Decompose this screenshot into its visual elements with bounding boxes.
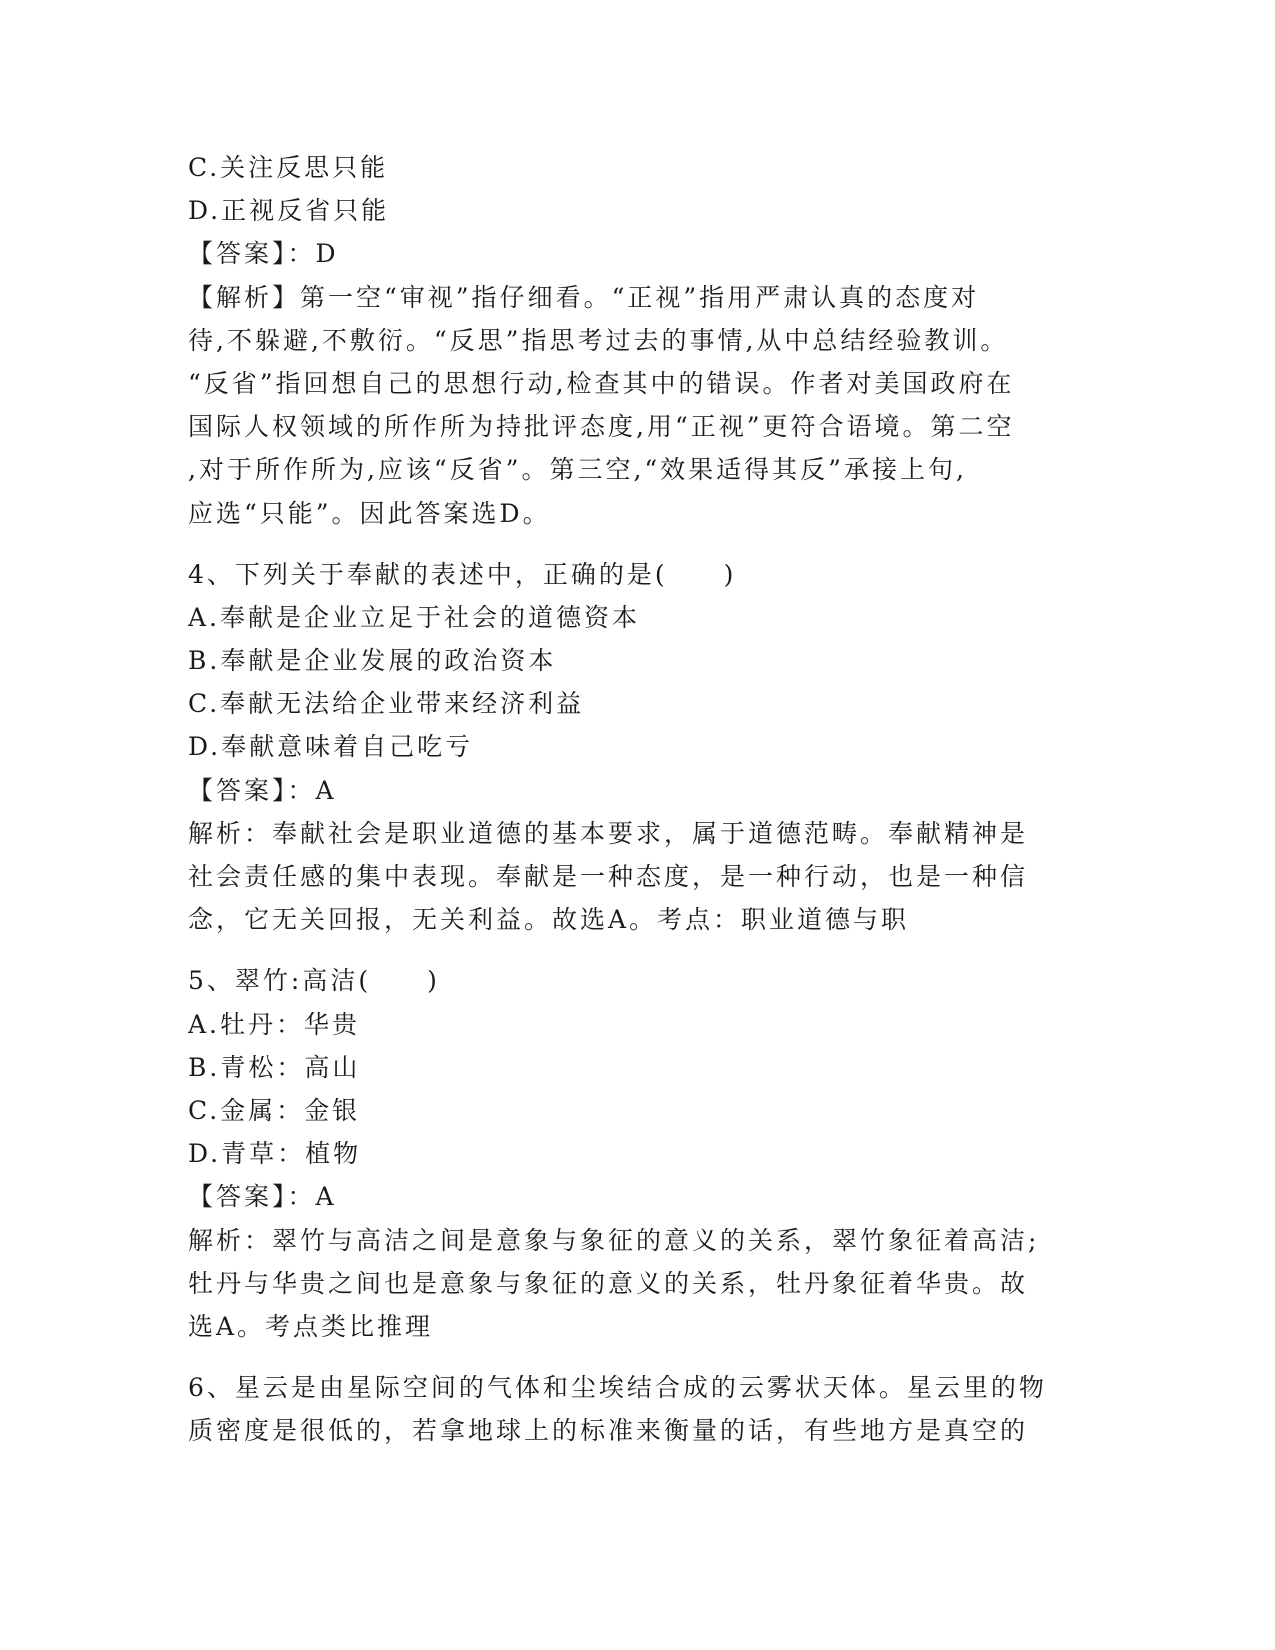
option-c: C.关注反思只能 xyxy=(188,153,389,182)
question-text: 4、下列关于奉献的表述中，正确的是( ) xyxy=(188,559,737,589)
answer: 【答案】：A xyxy=(188,775,337,805)
question-5 xyxy=(188,959,1068,1348)
explanation-line: “反省”指回想自己的思想行动,检查其中的错误。作者对美国政府在 xyxy=(188,368,1015,398)
explanation-line: 社会责任感的集中表现。奉献是一种态度，是一种行动，也是一种信 xyxy=(188,862,1029,891)
question-text-line: 6、星云是由星际空间的气体和尘埃结合成的云雾状天体。星云里的物 xyxy=(188,1373,1047,1403)
explanation-line: 【解析】第一空“审视”指仔细看。“正视”指用严肃认真的态度对 xyxy=(188,282,980,312)
question-3-tail xyxy=(188,146,1068,535)
answer: 【答案】：A xyxy=(188,1182,337,1212)
option-c: C.金属：金银 xyxy=(188,1095,361,1125)
option-d: D.正视反省只能 xyxy=(188,196,390,226)
explanation-line: 解析：翠竹与高洁之间是意象与象征的意义的关系，翠竹象征着高洁; xyxy=(188,1225,1040,1255)
option-b: B.青松：高山 xyxy=(188,1052,361,1082)
option-d: D.奉献意味着自己吃亏 xyxy=(188,732,474,762)
document-page xyxy=(188,146,1068,1452)
explanation-line: 念，它无关回报，无关利益。故选A。考点：职业道德与职 xyxy=(188,905,910,935)
question-6 xyxy=(188,1366,1068,1452)
question-text: 5、翠竹:高洁( ) xyxy=(188,966,440,996)
option-c: C.奉献无法给企业带来经济利益 xyxy=(188,689,585,719)
explanation-line: 国际人权领域的所作所为持批评态度,用“正视”更符合语境。第二空 xyxy=(188,412,1015,442)
option-a: A.奉献是企业立足于社会的道德资本 xyxy=(188,602,641,632)
explanation-line: 应选“只能”。因此答案选D。 xyxy=(188,498,551,528)
answer: 【答案】：D xyxy=(188,239,339,269)
option-a: A.牡丹：华贵 xyxy=(188,1009,361,1039)
option-b: B.奉献是企业发展的政治资本 xyxy=(188,646,557,676)
explanation-line: ,对于所作所为,应该“反省”。第三空,“效果适得其反”承接上句, xyxy=(188,455,967,485)
question-text-line: 质密度是很低的，若拿地球上的标准来衡量的话，有些地方是真空的 xyxy=(188,1416,1029,1446)
explanation-line: 选A。考点类比推理 xyxy=(188,1311,434,1341)
question-4 xyxy=(188,553,1068,942)
explanation-line: 解析：奉献社会是职业道德的基本要求，属于道德范畴。奉献精神是 xyxy=(188,818,1029,848)
option-d: D.青草：植物 xyxy=(188,1139,362,1169)
explanation-line: 牡丹与华贵之间也是意象与象征的意义的关系，牡丹象征着华贵。故 xyxy=(188,1268,1029,1298)
explanation-line: 待,不躲避,不敷衍。“反思”指思考过去的事情,从中总结经验教训。 xyxy=(188,325,1009,355)
